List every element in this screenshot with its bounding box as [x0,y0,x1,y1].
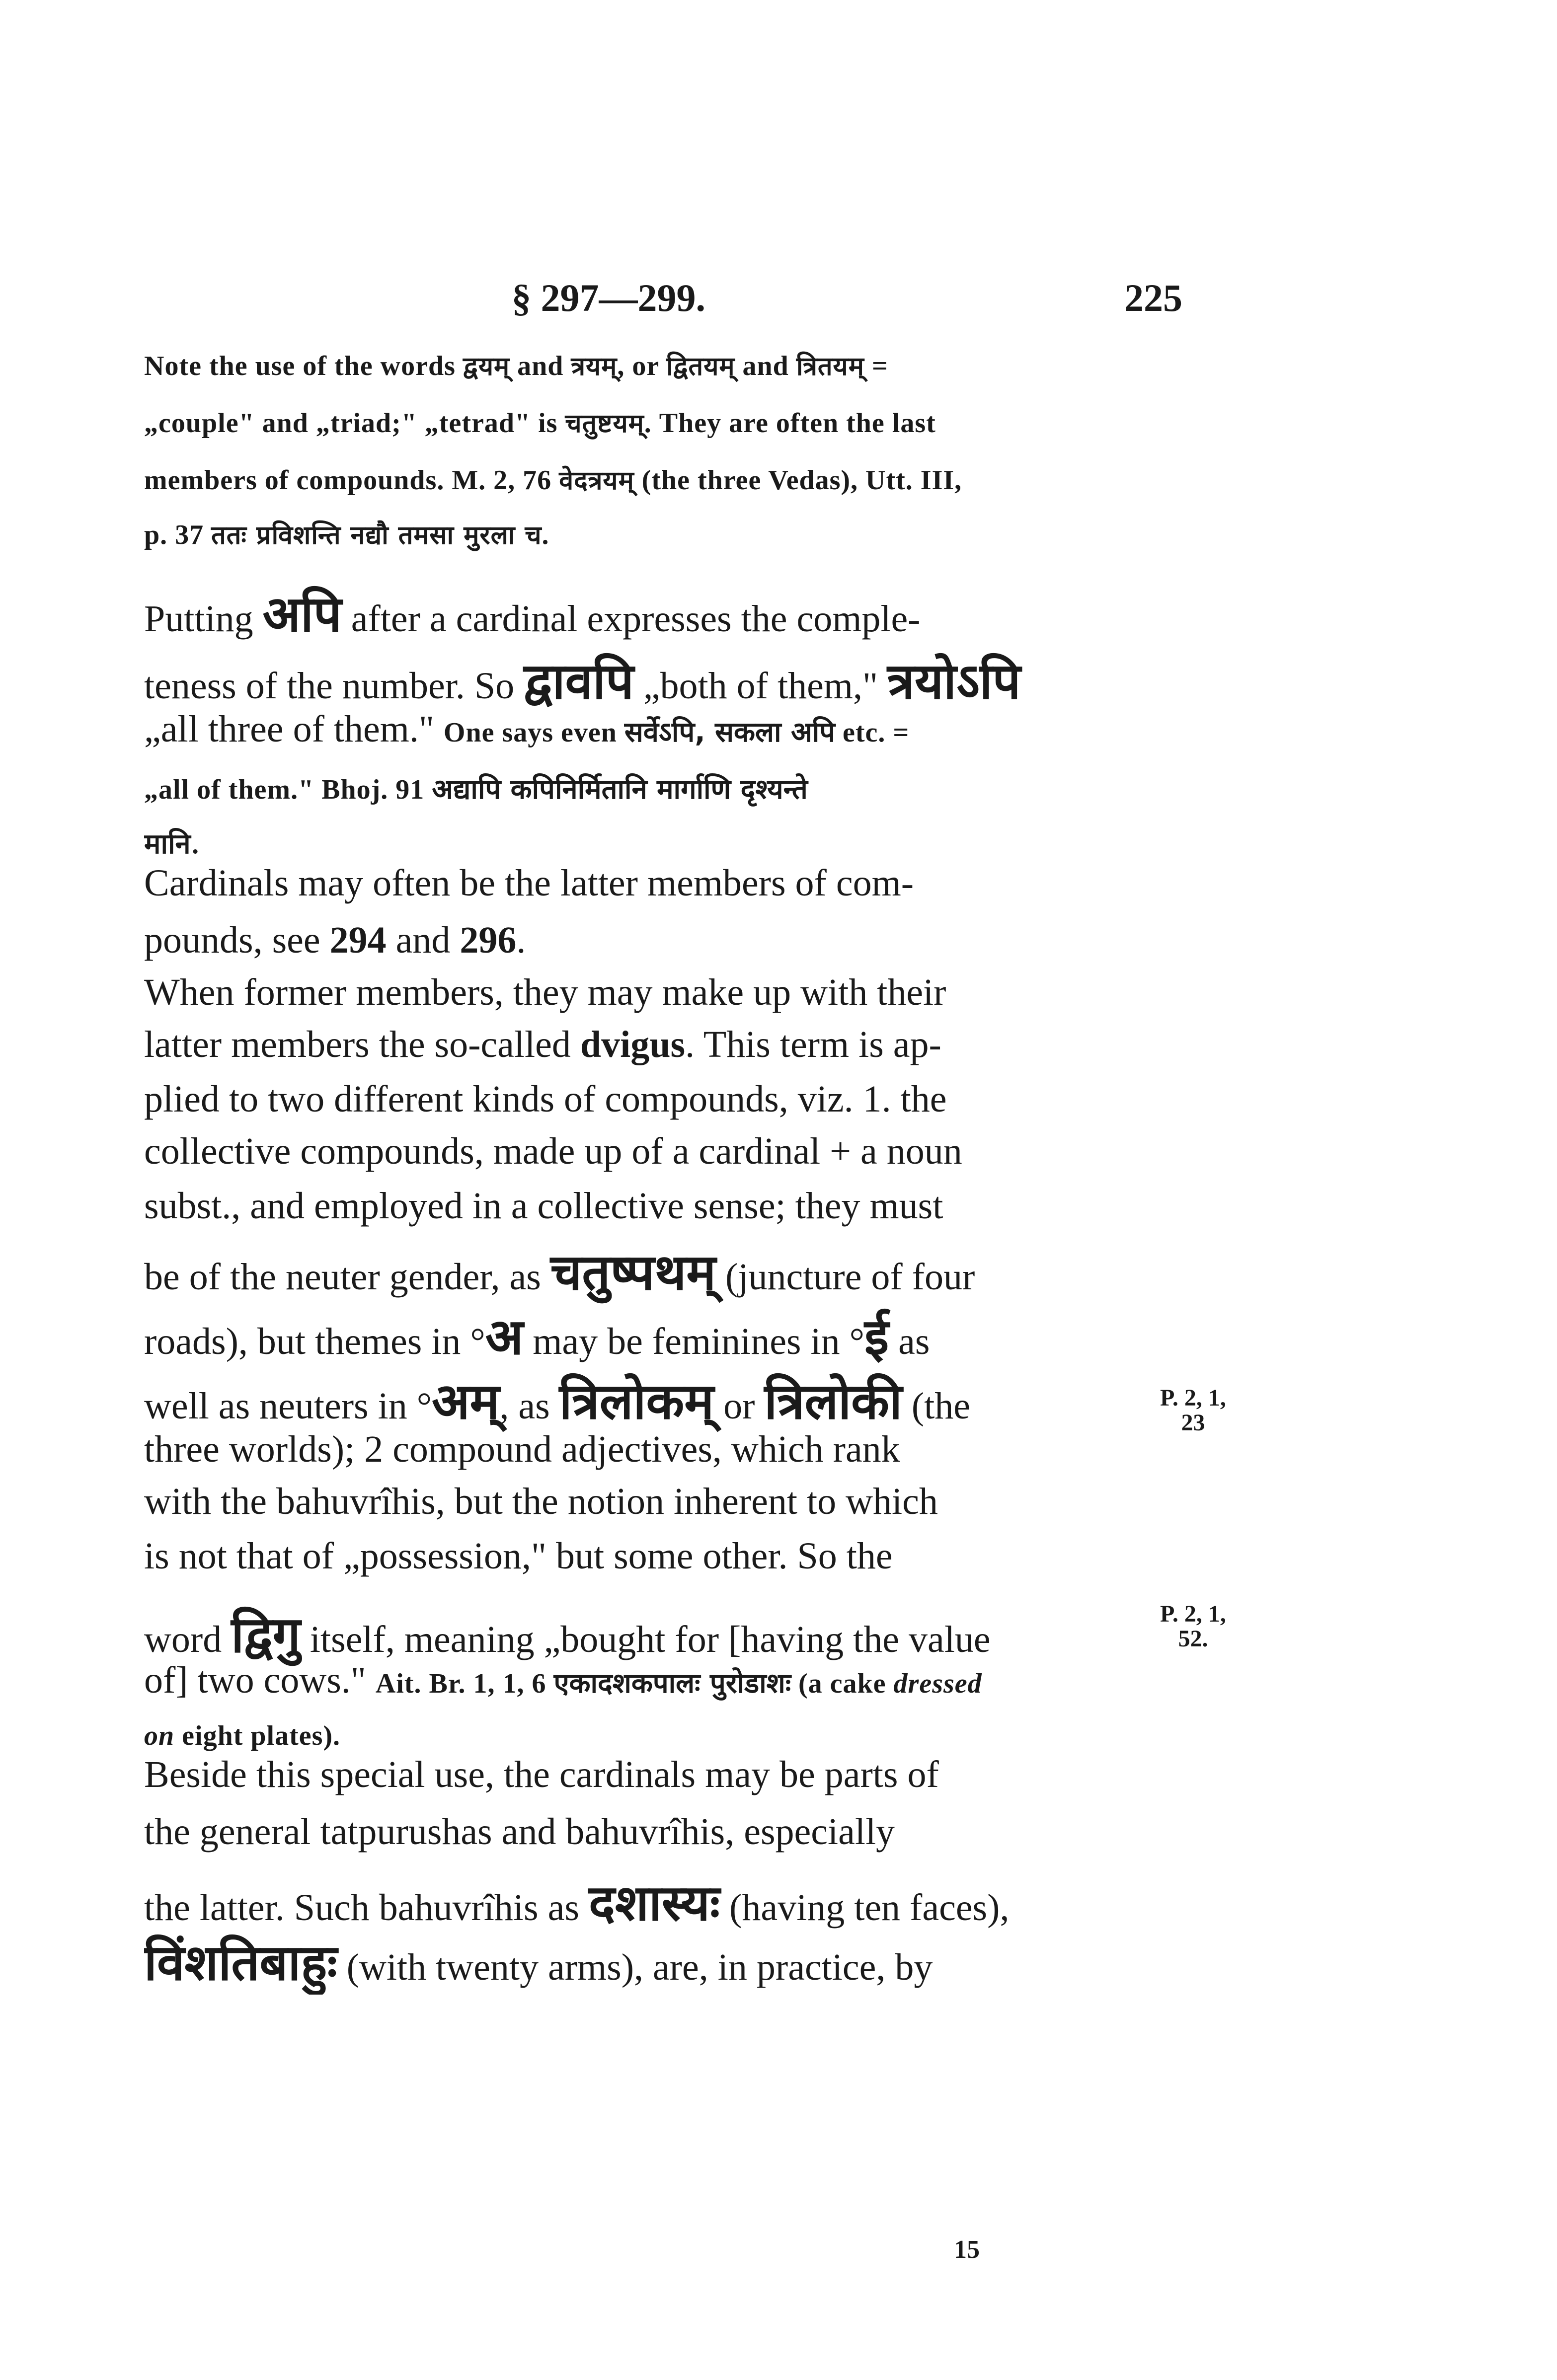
sanskrit-word: विंशतिबाहुः [144,1934,337,1992]
note-line [144,517,1153,552]
margin-note-sub: 52. [1178,1626,1208,1652]
text-segment: „all three of them." [144,708,444,750]
text-segment: and [510,351,571,381]
body-line [144,1927,1153,1995]
text-segment: well as neuters in ° [144,1385,432,1427]
sanskrit-word: द्विगु [231,1606,301,1664]
body-line [144,1301,1153,1369]
body-line [144,1711,1153,1754]
text-segment: Note the use of the words [144,351,463,381]
text-segment: (having ten faces), [720,1887,1010,1929]
text-segment: (with twenty arms), are, in practice, by [337,1946,933,1988]
small-text: (a cake [791,1668,894,1699]
text-segment: roads), but themes in ° [144,1321,485,1362]
note-line [144,462,1153,497]
body-line [144,579,1153,646]
text-segment: or [714,1385,765,1427]
text-segment: . This term is ap- [685,1024,941,1065]
text-segment: Beside this special use, the cardinals may be parts of [144,1754,939,1795]
sanskrit-word: त्रितयम् [796,352,864,381]
body-line [144,1599,1153,1667]
sanskrit-word: द्वितयम् [666,352,735,381]
small-text: „all of them." Bhoj. 91 [144,774,432,805]
body-line [144,919,1153,962]
text-segment: „both of them," [633,665,887,707]
text-segment: of] two cows." [144,1659,376,1701]
text-segment: . [516,919,526,961]
running-head [512,276,1182,330]
text-segment: itself, meaning „bought for [having the value [300,1619,991,1660]
body-line [144,1659,1153,1702]
sanskrit-word: ततः प्रविशन्ति नद्यौ तमसा मुरला च [211,521,542,550]
text-segment: and [386,919,460,961]
sanskrit-word: अद्यापि कपिनिर्मितानि मार्गाणि दृश्यन्ते [432,773,808,806]
emphasized-term: 294 [329,919,387,961]
text-segment: the general tatpurushas and bahuvrîhis, especially [144,1811,895,1853]
sanskrit-word: दशास्यः [588,1874,720,1932]
margin-note-1 [1160,1386,1226,1436]
text-segment: Putting [144,598,263,640]
body-line [144,1366,1153,1433]
text-segment: pounds, see [144,919,330,961]
body-line [144,1130,1153,1173]
text-segment: after a cardinal expresses the comple- [341,598,921,640]
sanskrit-word: चतुष्पथम् [550,1243,716,1301]
body-line [144,1535,1153,1578]
text-segment: . [542,520,549,550]
sanskrit-word: अपि [262,585,342,643]
emphasized-term: 296 [460,919,517,961]
body-line [144,1185,1153,1228]
emphasized-term: dvigus [580,1024,686,1065]
text-segment: teness of the number. So [144,665,524,707]
body-line [144,971,1153,1014]
text-segment: three worlds); 2 compound adjectives, which rank [144,1428,900,1470]
sanskrit-word: अम् [432,1372,500,1430]
body-line [144,1023,1153,1066]
text-segment: When former members, they may make up with their [144,971,946,1013]
sanskrit-word: त्रयम् [571,352,618,381]
text-segment: members of compounds. M. 2, 76 [144,465,559,496]
text-segment: p. 37 [144,520,212,550]
text-segment: (the three Vedas), Utt. III, [634,465,962,496]
text-segment: (the [902,1385,971,1427]
small-text: etc. = [835,717,910,748]
sanskrit-word: चतुष्टयम् [565,409,644,439]
body-line [144,708,1153,751]
text-segment: the latter. Such bahuvrîhis as [144,1887,589,1929]
text-segment: . They are often the last [644,408,936,439]
sanskrit-word: त्रयोऽपि [887,652,1021,710]
small-text: Ait. Br. 1, 1, 6 [375,1668,554,1699]
text-segment: „couple" and „triad;" „tetrad" is [144,408,565,439]
margin-note-sub: 23 [1181,1410,1205,1436]
page-number: 225 [1124,276,1182,319]
body-line [144,1078,1153,1121]
body-line [144,1867,1153,1935]
body-line [144,1237,1153,1304]
small-text: eight plates). [174,1720,341,1751]
text-segment: and [735,351,796,381]
text-segment: = [864,351,888,381]
small-italic-text: on [144,1720,175,1751]
body-line [144,765,1153,808]
text-segment: is not that of „possession," but some other. So the [144,1535,893,1577]
text-segment: (juncture of four [716,1256,975,1298]
sanskrit-word: द्वावपि [524,652,634,710]
text-segment: word [144,1619,232,1660]
text-segment: , or [617,351,667,381]
body-line [144,1428,1153,1471]
sanskrit-word: त्रिलोकी [764,1372,902,1430]
body-line [144,1810,1153,1854]
sanskrit-word: अ [485,1308,524,1366]
text-segment: , as [499,1385,559,1427]
margin-note-2 [1160,1602,1226,1652]
text-segment: subst., and employed in a collective sense; they must [144,1185,943,1227]
body-line [144,1480,1153,1523]
note-line [144,348,1153,383]
text-segment: latter members the so-called [144,1024,580,1065]
text-segment: with the bahuvrîhis, but the notion inherent to which [144,1481,938,1522]
body-line [144,819,1153,863]
text-segment: plied to two different kinds of compounds, viz. 1. the [144,1078,947,1120]
sanskrit-word: मानि [144,828,191,860]
margin-note-ref: P. 2, 1, [1160,1385,1226,1411]
text-segment: Cardinals may often be the latter members of com- [144,862,914,904]
sanskrit-word: वेदत्रयम् [559,466,634,496]
text-segment: collective compounds, made up of a cardinal + a noun [144,1130,962,1172]
text-segment: be of the neuter gender, as [144,1256,550,1298]
signature-mark: 15 [954,2235,980,2264]
body-line [144,1753,1153,1796]
body-line [144,862,1153,905]
text-segment: may be feminines in ° [523,1321,865,1362]
sanskrit-word: द्वयम् [463,352,510,381]
small-text: One says even [443,717,624,748]
margin-note-ref: P. 2, 1, [1160,1601,1226,1627]
sanskrit-word: सर्वेऽपि, सकला अपि [624,716,836,748]
body-line [144,646,1153,713]
sanskrit-word: त्रिलोकम् [559,1372,714,1430]
sanskrit-word: एकादशकपालः पुरोडाशः [553,1667,791,1700]
small-italic-text: dressed [893,1668,982,1699]
text-segment: . [190,820,200,862]
note-line [144,405,1153,440]
sanskrit-word: ई [864,1308,889,1366]
text-segment: as [889,1321,930,1362]
section-reference: § 297—299. [512,276,705,319]
